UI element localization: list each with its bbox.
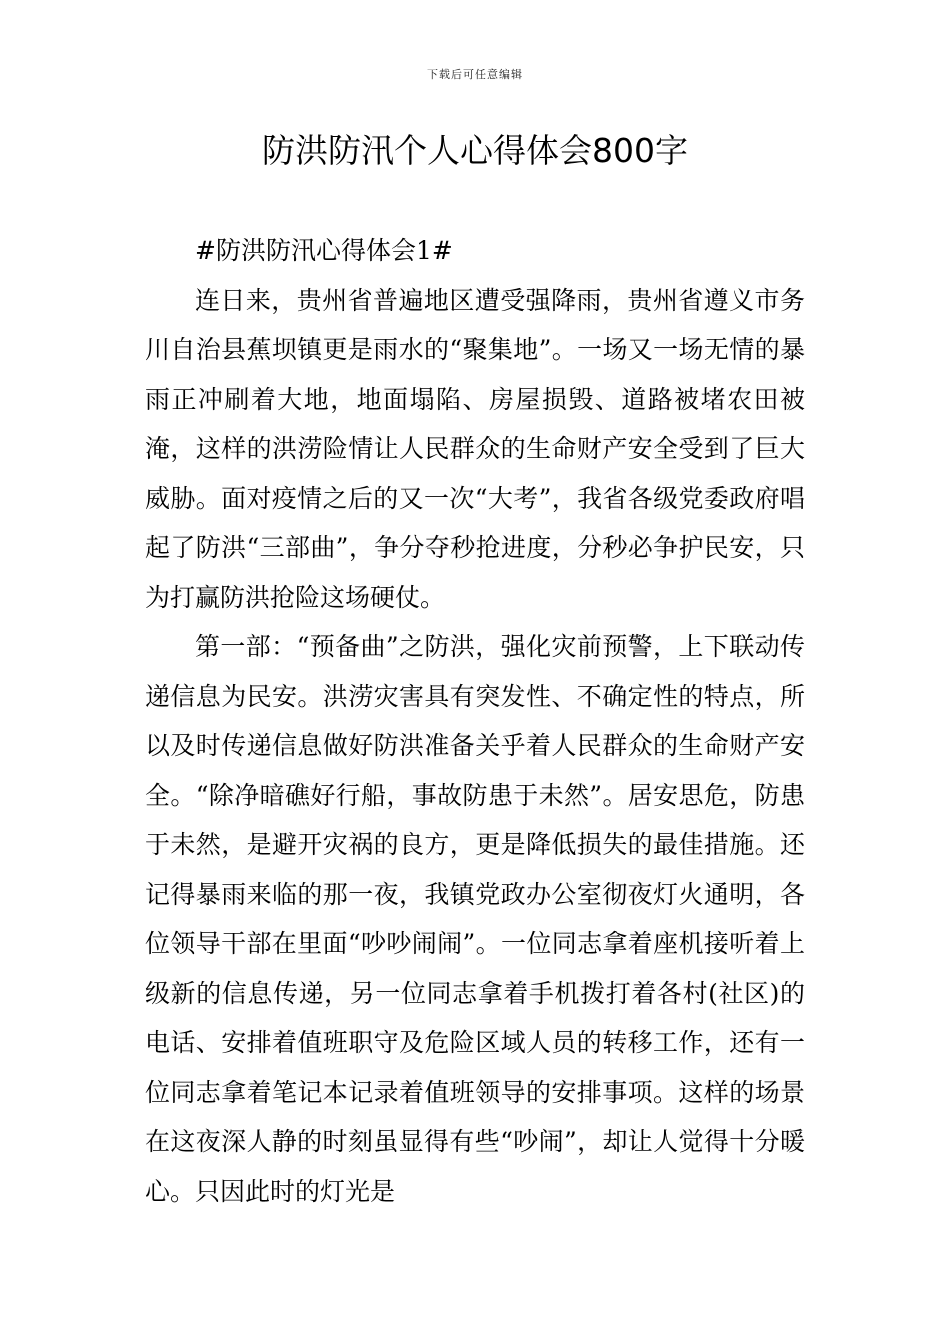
section-heading: #防洪防汛心得体会1#	[195, 236, 453, 265]
paragraph: 第一部：“预备曲”之防洪，强化灾前预警，上下联动传递信息为民安。洪涝灾害具有突发性、不确定性的特点，所以及时传递信息做好防洪准备关乎着人民群众的生命财产安全。“除净暗礁好行船，事故防患于未然”。居安思危，防患于未然，是避开灾祸的良方，更是降低损失的最佳措施。还记得暴雨来临的那一夜，我镇党政办公室彻夜灯火通明，各位领导干部在里面“吵吵闹闹”。一位同志拿着座机接听着上级新的信息传递，另一位同志拿着手机拨打着各村(社区)的电话、安排着值班职守及危险区域人员的转移工作，还有一位同志拿着笔记本记录着值班领导的安排事项。这样的场景在这夜深人静的时刻虽显得有些“吵闹”，却让人觉得十分暖心。只因此时的灯光是	[145, 632, 805, 1206]
document-body	[145, 226, 805, 1216]
header-note: 下载后可任意编辑	[427, 68, 523, 81]
document-title: 防洪防汛个人心得体会800字	[262, 131, 688, 170]
paragraph: 连日来，贵州省普遍地区遭受强降雨，贵州省遵义市务川自治县蕉坝镇更是雨水的“聚集地”。一场又一场无情的暴雨正冲刷着大地，地面塌陷、房屋损毁、道路被堵农田被淹，这样的洪涝险情让人民群众的生命财产安全受到了巨大威胁。面对疫情之后的又一次“大考”，我省各级党委政府唱起了防洪“三部曲”，争分夺秒抢进度，分秒必争护民安，只为打赢防洪抢险这场硬仗。	[145, 285, 805, 612]
